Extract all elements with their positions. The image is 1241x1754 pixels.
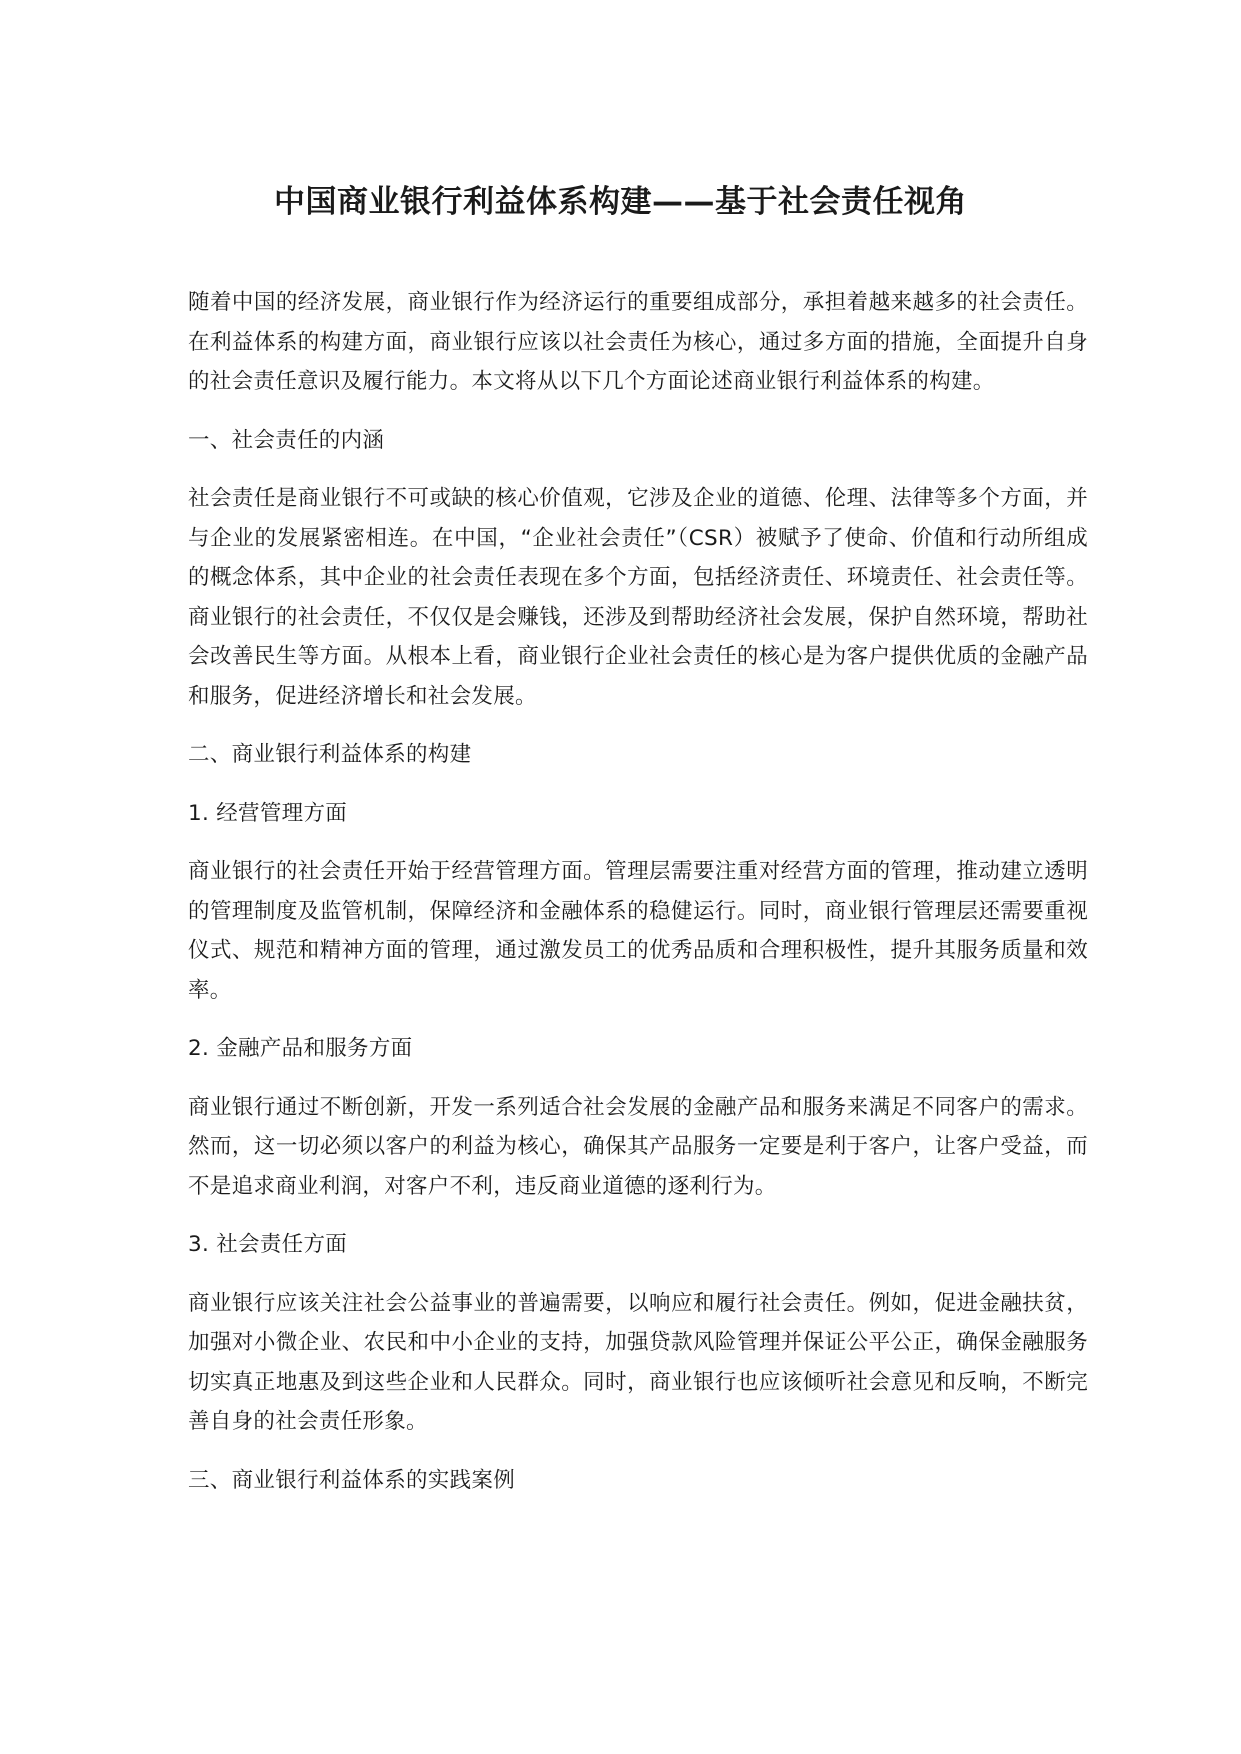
- subsection-heading-2-3: 3. 社会责任方面: [188, 1232, 348, 1257]
- subsection-2-1-paragraph: 商业银行的社会责任开始于经营管理方面。管理层需要注重对经营方面的管理，推动建立透明的管理制度及监管机制，保障经济和金融体系的稳健运行。同时，商业银行管理层还需要重视仪式、规范和精神方面的管理，通过激发员工的优秀品质和合理积极性，提升其服务质量和效率。: [188, 859, 1088, 1003]
- subsection-2-3-paragraph: 商业银行应该关注社会公益事业的普遍需要，以响应和履行社会责任。例如，促进金融扶贫，加强对小微企业、农民和中小企业的支持，加强贷款风险管理并保证公平公正，确保金融服务切实真正地惠及到这些企业和人民群众。同时，商业银行也应该倾听社会意见和反响，不断完善自身的社会责任形象。: [188, 1290, 1088, 1434]
- section-heading-1: 一、社会责任的内涵: [188, 427, 385, 453]
- section-heading-2: 二、商业银行利益体系的构建: [188, 742, 472, 767]
- document-title: 中国商业银行利益体系构建——基于社会责任视角: [274, 184, 967, 220]
- section-1-paragraph: 社会责任是商业银行不可或缺的核心价值观，它涉及企业的道德、伦理、法律等多个方面，并与企业的发展紧密相连。在中国，“企业社会责任”（CSR）被赋予了使命、价值和行动所组成的概念体系，其中企业的社会责任表现在多个方面，包括经济责任、环境责任、社会责任等。商业银行的社会责任，不仅仅是会赚钱，还涉及到帮助经济社会发展，保护自然环境，帮助社会改善民生等方面。从根本上看，商业银行企业社会责任的核心是为客户提供优质的金融产品和服务，促进经济增长和社会发展。: [188, 486, 1088, 709]
- section-heading-3: 三、商业银行利益体系的实践案例: [188, 1467, 516, 1493]
- subsection-2-2-paragraph: 商业银行通过不断创新，开发一系列适合社会发展的金融产品和服务来满足不同客户的需求。然而，这一切必须以客户的利益为核心，确保其产品服务一定要是利于客户，让客户受益，而不是追求商业利润，对客户不利，违反商业道德的逐利行为。: [188, 1094, 1088, 1199]
- subsection-heading-2-2: 2. 金融产品和服务方面: [188, 1036, 413, 1061]
- document-body: [188, 283, 1088, 1519]
- intro-paragraph: 随着中国的经济发展，商业银行作为经济运行的重要组成部分，承担着越来越多的社会责任。在利益体系的构建方面，商业银行应该以社会责任为核心，通过多方面的措施，全面提升自身的社会责任意识及履行能力。本文将从以下几个方面论述商业银行利益体系的构建。: [188, 290, 1088, 394]
- subsection-heading-2-1: 1. 经营管理方面: [188, 800, 348, 826]
